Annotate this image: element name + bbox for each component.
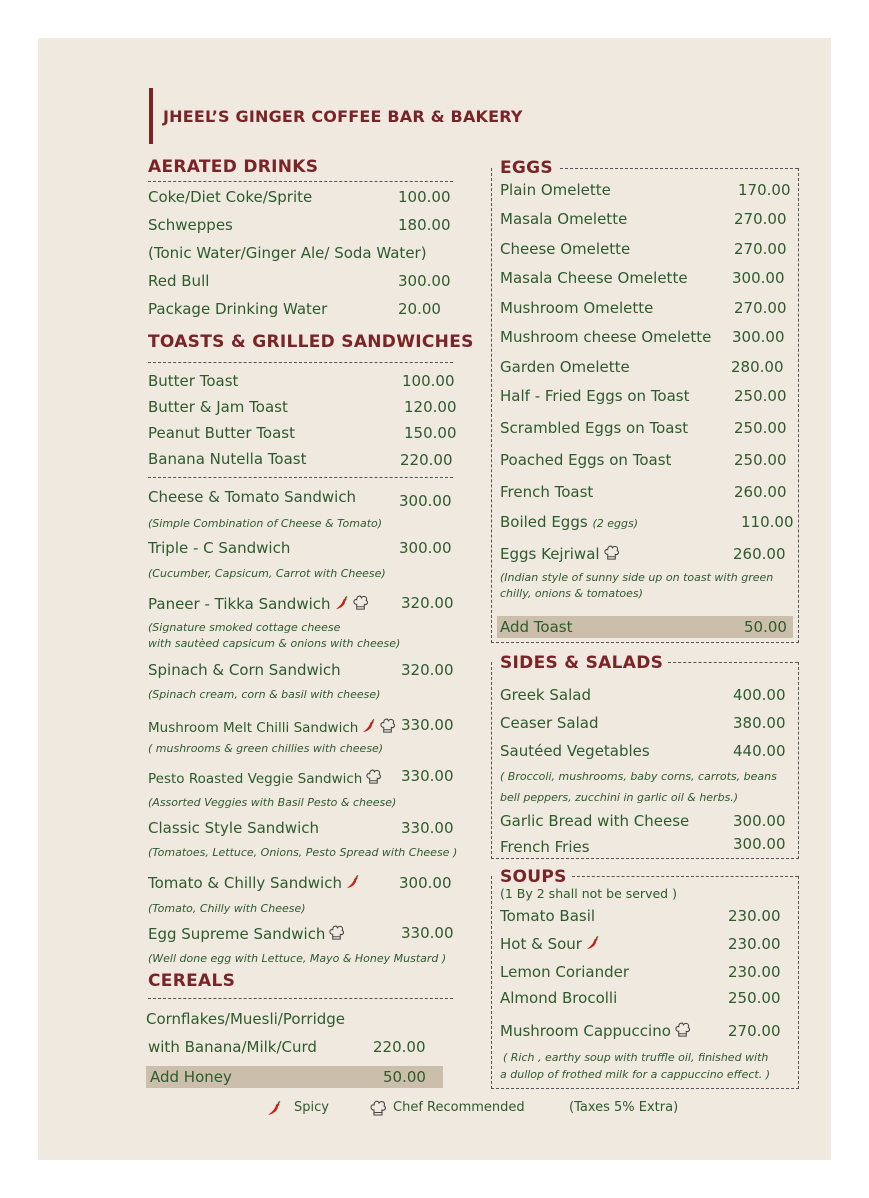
menu-item-description: (Tomato, Chilly with Cheese)	[148, 902, 306, 915]
menu-item-price: 170.00	[738, 181, 791, 199]
menu-item-price: 250.00	[734, 419, 787, 437]
menu-item-price: 270.00	[728, 1022, 781, 1040]
menu-item-price: 280.00	[731, 358, 784, 376]
divider	[148, 998, 453, 999]
chef-hat-icon	[369, 1099, 387, 1117]
menu-item-name: Cheese & Tomato Sandwich	[148, 488, 357, 506]
menu-item-price: 270.00	[734, 240, 787, 258]
menu-item-price: 300.00	[399, 492, 452, 510]
menu-item-name: Spinach & Corn Sandwich	[148, 661, 341, 679]
menu-item-price: 330.00	[401, 767, 454, 785]
menu-item-description: (Spinach cream, corn & basil with cheese)	[148, 688, 381, 701]
menu-item-price: 110.00	[741, 513, 794, 531]
menu-item-price: 180.00	[398, 216, 451, 234]
menu-item-name: Hot & Sour	[500, 935, 582, 953]
chilli-icon	[334, 596, 349, 611]
menu-item-name: Banana Nutella Toast	[148, 450, 307, 468]
menu-item-name: Peanut Butter Toast	[148, 424, 295, 442]
menu-item-description: (Cucumber, Capsicum, Carrot with Cheese)	[148, 567, 386, 580]
menu-item-description: (Well done egg with Lettuce, Mayo & Honey Mustard )	[148, 952, 447, 965]
menu-item-price: 100.00	[402, 372, 455, 390]
chilli-icon	[345, 875, 360, 890]
menu-item-name: Schweppes	[148, 216, 233, 234]
menu-item-price: 380.00	[733, 714, 786, 732]
menu-item-description: (Simple Combination of Cheese & Tomato)	[148, 517, 383, 530]
legend-chef-recommended: Chef Recommended	[393, 1100, 525, 1115]
menu-item-name: Tomato Basil	[500, 907, 596, 925]
menu-item-price: 220.00	[400, 451, 453, 469]
addon-name: Add Honey	[150, 1068, 232, 1086]
menu-item-price: 150.00	[404, 424, 457, 442]
section-title-toasts: TOASTS & GRILLED SANDWICHES	[148, 332, 474, 352]
menu-item-description: (Indian style of sunny side up on toast with green chilly, onions & tomatoes)	[500, 571, 774, 600]
page-title: JHEEL’S GINGER COFFEE BAR & BAKERY	[163, 107, 523, 126]
menu-item-price: 250.00	[734, 387, 787, 405]
menu-item-price: 330.00	[401, 924, 454, 942]
menu-item-description: (Signature smoked cottage cheese	[148, 621, 341, 634]
menu-item-price: 300.00	[733, 812, 786, 830]
menu-item-description: a dullop of frothed milk for a cappuccino effect. )	[500, 1068, 771, 1081]
menu-item-price: 220.00	[373, 1038, 426, 1056]
addon-name: Add Toast	[500, 618, 573, 636]
menu-item-price: 330.00	[401, 716, 454, 734]
section-title-eggs: EGGS	[500, 158, 553, 178]
divider	[572, 876, 798, 877]
menu-item-name: Garden Omelette	[500, 358, 630, 376]
menu-item-price: 230.00	[728, 907, 781, 925]
menu-item-name: French Toast	[500, 483, 594, 501]
menu-item-price: 300.00	[399, 874, 452, 892]
menu-item-name: Sautéed Vegetables	[500, 742, 650, 760]
menu-item-name: Red Bull	[148, 272, 210, 290]
menu-item-name: Mushroom Cappuccino	[500, 1022, 671, 1040]
menu-item-price: 320.00	[401, 594, 454, 612]
menu-item-price: 100.00	[398, 188, 451, 206]
chef-hat-icon	[379, 717, 396, 734]
divider	[560, 168, 798, 169]
menu-item-price: 270.00	[734, 210, 787, 228]
section-title-sides: SIDES & SALADS	[500, 653, 664, 673]
menu-item-name: Cheese Omelette	[500, 240, 631, 258]
chilli-icon	[585, 936, 600, 951]
menu-item-name: Half - Fried Eggs on Toast	[500, 387, 690, 405]
section-subtitle: (1 By 2 shall not be served )	[500, 886, 677, 901]
menu-item-name: Plain Omelette	[500, 181, 611, 199]
menu-item-price: 400.00	[733, 686, 786, 704]
menu-item-price: 260.00	[734, 483, 787, 501]
menu-item-name: with Banana/Milk/Curd	[148, 1038, 317, 1056]
chilli-icon	[361, 719, 376, 734]
menu-item-name: Mushroom Melt Chilli Sandwich	[148, 720, 359, 736]
chef-hat-icon	[328, 924, 345, 941]
menu-item-name: Package Drinking Water	[148, 300, 328, 318]
menu-item-name: Egg Supreme Sandwich	[148, 925, 326, 943]
menu-item-name: Butter Toast	[148, 372, 239, 390]
menu-item-name: Classic Style Sandwich	[148, 819, 320, 837]
addon-price: 50.00	[383, 1068, 426, 1086]
menu-item-price: 230.00	[728, 963, 781, 981]
chef-hat-icon	[674, 1021, 691, 1038]
chef-hat-icon	[603, 544, 620, 561]
divider	[148, 477, 453, 478]
menu-item-name: Paneer - Tikka Sandwich	[148, 595, 331, 613]
menu-item-name: Garlic Bread with Cheese	[500, 812, 690, 830]
menu-item-price: 440.00	[733, 742, 786, 760]
title-accent-bar	[149, 88, 153, 144]
menu-item-description: ( mushrooms & green chillies with cheese)	[148, 742, 384, 755]
menu-item-description: with sautèed capsicum & onions with cheese)	[148, 637, 401, 650]
addon-price: 50.00	[744, 618, 787, 636]
menu-item-description: (Tomatoes, Lettuce, Onions, Pesto Spread with Cheese )	[148, 846, 458, 859]
menu-item-name: Poached Eggs on Toast	[500, 451, 672, 469]
menu-item-name: Almond Brocolli	[500, 989, 618, 1007]
divider	[668, 662, 798, 663]
menu-item-name: Ceaser Salad	[500, 714, 599, 732]
menu-item-name: Greek Salad	[500, 686, 591, 704]
menu-item-price: 250.00	[728, 989, 781, 1007]
menu-item-price: 260.00	[733, 545, 786, 563]
legend-spicy: Spicy	[294, 1100, 329, 1115]
menu-item-name: Tomato & Chilly Sandwich	[148, 874, 342, 892]
menu-item-price: 300.00	[399, 539, 452, 557]
menu-item-name: Mushroom cheese Omelette	[500, 328, 712, 346]
menu-item-name: Mushroom Omelette	[500, 299, 654, 317]
menu-item-name: Pesto Roasted Veggie Sandwich	[148, 771, 363, 787]
menu-item-name: Masala Cheese Omelette	[500, 269, 688, 287]
divider	[148, 181, 453, 182]
menu-item-price: 230.00	[728, 935, 781, 953]
menu-item-description: ( Rich , earthy soup with truffle oil, finished with	[503, 1051, 769, 1064]
menu-item-price: 300.00	[732, 328, 785, 346]
menu-item-name: Lemon Coriander	[500, 963, 629, 981]
menu-item-description: (Tonic Water/Ginger Ale/ Soda Water)	[148, 244, 427, 262]
menu-item-price: 250.00	[734, 451, 787, 469]
menu-item-price: 300.00	[398, 272, 451, 290]
menu-item-price: 330.00	[401, 819, 454, 837]
chef-hat-icon	[352, 594, 369, 611]
menu-item-name: French Fries	[500, 838, 590, 856]
menu-item-name: Masala Omelette	[500, 210, 628, 228]
legend-taxes: (Taxes 5% Extra)	[569, 1100, 679, 1115]
menu-item-name: Eggs Kejriwal	[500, 545, 600, 563]
section-title-cereals: CEREALS	[148, 971, 236, 991]
chef-hat-icon	[365, 768, 382, 785]
section-title-aerated: AERATED DRINKS	[148, 157, 319, 177]
menu-item-price: 20.00	[398, 300, 441, 318]
menu-item-price: 120.00	[404, 398, 457, 416]
section-title-soups: SOUPS	[500, 867, 567, 887]
menu-item-name: Coke/Diet Coke/Sprite	[148, 188, 313, 206]
menu-item-name: Cornflakes/Muesli/Porridge	[146, 1010, 346, 1028]
menu-item-description: bell peppers, zucchini in garlic oil & herbs.)	[500, 791, 739, 804]
menu-item-name: Scrambled Eggs on Toast	[500, 419, 689, 437]
menu-item-price: 270.00	[734, 299, 787, 317]
menu-item-description: (Assorted Veggies with Basil Pesto & cheese)	[148, 796, 397, 809]
menu-item-name: Boiled Eggs	[500, 513, 588, 531]
menu-item-price: 320.00	[401, 661, 454, 679]
menu-item-name: Triple - C Sandwich	[148, 539, 291, 557]
menu-item-name: Butter & Jam Toast	[148, 398, 288, 416]
menu-item-description: ( Broccoli, mushrooms, baby corns, carrots, beans	[500, 770, 777, 783]
menu-item-qualifier: (2 eggs)	[592, 517, 638, 530]
menu-item-price: 300.00	[733, 835, 786, 853]
menu-item-price: 300.00	[732, 269, 785, 287]
chilli-icon	[266, 1101, 282, 1117]
divider	[148, 362, 453, 363]
